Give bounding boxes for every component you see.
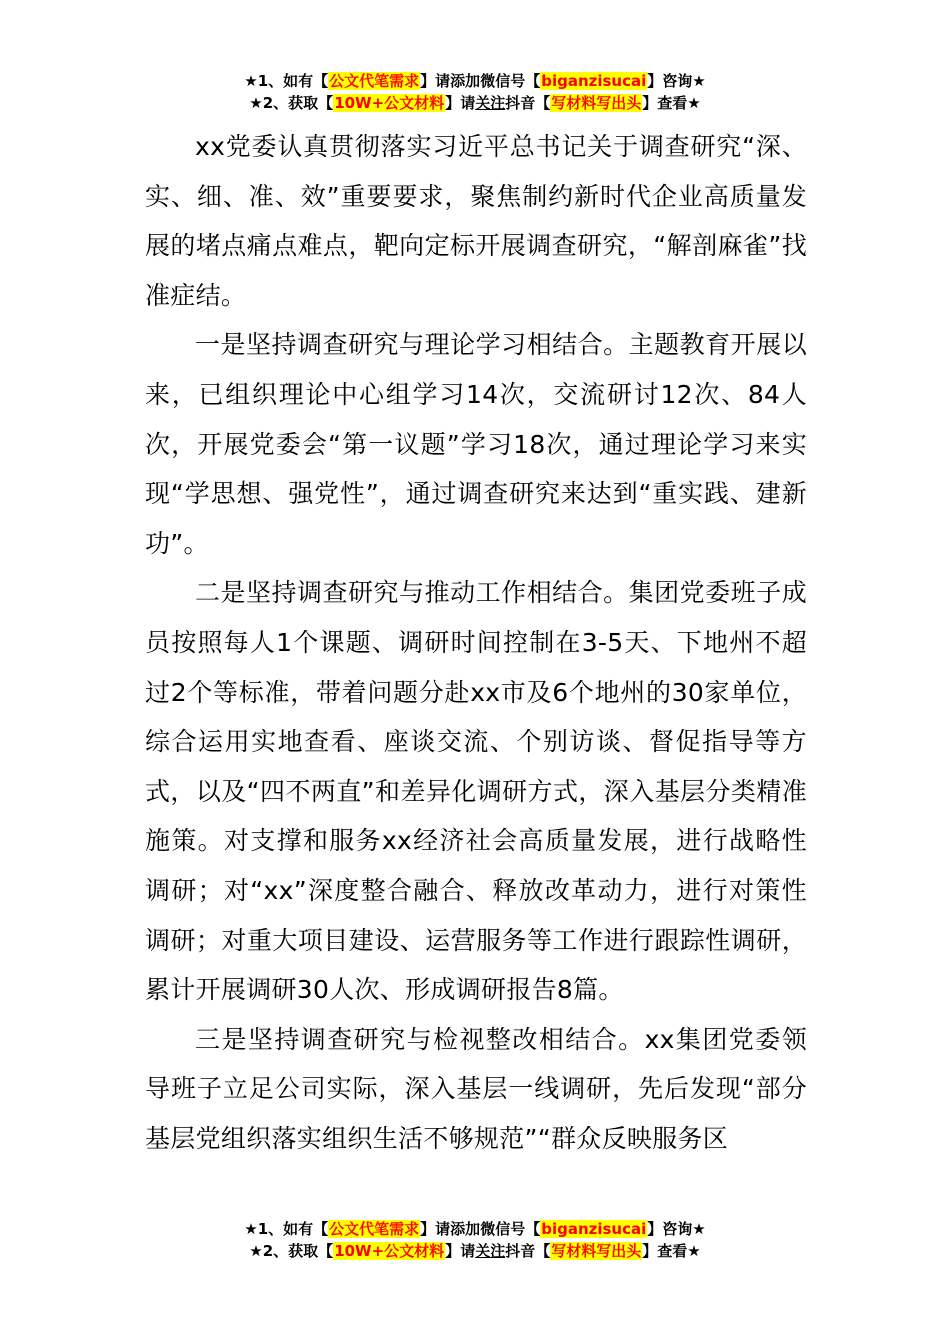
banner-line-2 [0,1240,950,1262]
paragraph-intro: xx党委认真贯彻落实习近平总书记关于调查研究“深、实、细、准、效”重要要求，聚焦制约新时代企业高质量发展的堵点痛点难点，靶向定标开展调查研究，“解剖麻雀”找准症结。 [145,132,807,310]
banner-text: ★2、获取【 [249,1242,334,1260]
banner-highlight: 10W+公文材料 [334,94,445,112]
banner-line-1 [0,70,950,92]
banner-text: 】查看★ [642,94,701,112]
banner-highlight: 10W+公文材料 [334,1242,445,1260]
banner-highlight: 写材料写出头 [551,1242,642,1260]
footer-banner [0,1218,950,1262]
banner-highlight: 写材料写出头 [551,94,642,112]
banner-text: 】查看★ [642,1242,701,1260]
banner-line-2 [0,92,950,114]
banner-underline: 关注 [475,1242,506,1260]
paragraph-3: 三是坚持调查研究与检视整改相结合。xx集团党委领导班子立足公司实际，深入基层一线调研，先后发现“部分基层党组织落实组织生活不够规范”“群众反映服务区 [145,1024,807,1153]
banner-text: 抖音【 [505,1242,551,1260]
banner-text: 微信号【 [480,1220,541,1238]
banner-text: 】请添加 [420,72,481,90]
banner-highlight: biganzisucai [541,1220,647,1238]
banner-text: ★2、获取【 [249,94,334,112]
paragraph-2: 二是坚持调查研究与推动工作相结合。集团党委班子成员按照每人1个课题、调研时间控制在3-5天、下地州不超过2个等标准，带着问题分赴xx市及6个地州的30家单位，综合运用实地查看、座谈交流、个别访谈、督促指导等方式，以及“四不两直”和差异化调研方式，深入基层分类精准施策。对支撑和服务xx经济社会高质量发展，进行战略性调研；对“xx”深度整合融合、释放改革动力，进行对策性调研；对重大项目建设、运营服务等工作进行跟踪性调研，累计开展调研30人次、形成调研报告8篇。 [145,578,807,1005]
banner-text: 】请 [445,1242,476,1260]
banner-highlight: 公文代笔需求 [329,72,420,90]
banner-text: ★1、如有【 [244,1220,329,1238]
banner-text: 】咨询★ [647,1220,706,1238]
document-body [145,122,807,1163]
banner-highlight: 公文代笔需求 [329,1220,420,1238]
banner-highlight: biganzisucai [541,72,647,90]
banner-text: 】咨询★ [647,72,706,90]
header-banner [0,70,950,114]
banner-text: 微信号【 [480,72,541,90]
banner-text: 抖音【 [505,94,551,112]
banner-underline: 关注 [475,94,506,112]
paragraph-1: 一是坚持调查研究与理论学习相结合。主题教育开展以来，已组织理论中心组学习14次，交流研讨12次、84人次，开展党委会“第一议题”学习18次，通过理论学习来实现“学思想、强党性”，通过调查研究来达到“重实践、建新功”。 [145,330,807,558]
banner-text: 】请添加 [420,1220,481,1238]
banner-text: 】请 [445,94,476,112]
banner-line-1 [0,1218,950,1240]
banner-text: ★1、如有【 [244,72,329,90]
